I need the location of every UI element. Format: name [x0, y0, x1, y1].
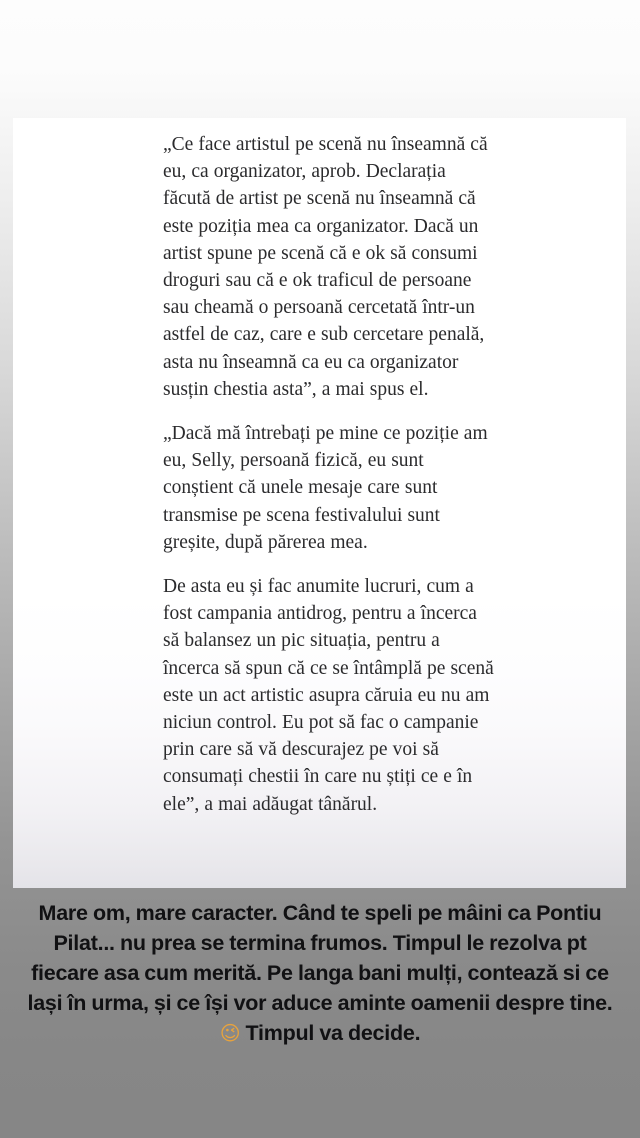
- article-paragraph: De asta eu și fac anumite lucruri, cum a fost campania antidrog, pentru a încerca să balansez un pic situația, pentru a încerca să spun că ce se întâmplă pe scenă este un act artistic asupra căruia eu nu am niciun control. Eu pot să fac o campanie prin care să vă descurajez pe voi să consumați chestii în care nu știți ce e în ele”, a mai adăugat tânărul.: [163, 576, 494, 815]
- article-paragraph: „Ce face artistul pe scenă nu înseamnă că eu, ca organizator, aprob. Declarația făcută de artist pe scenă nu înseamnă că este poziția mea ca organizator. Dacă un artist spune pe scenă că e ok să consumi droguri sau că e ok traficul de persoane sau cheamă o persoană cercetată într-un astfel de caz, care e sub cercetare penală, asta nu înseamnă ca eu ca organizator susțin chestia asta”, a mai spus el.: [163, 134, 488, 400]
- caption-text-after-emoji: Timpul va decide.: [245, 1021, 421, 1045]
- article-paragraph: „Dacă mă întrebați pe mine ce poziție am eu, Selly, persoană fizică, eu sunt conștient că unele mesaje care sunt transmise pe scena festivalului sunt greșite, după părerea mea.: [163, 423, 488, 553]
- story-caption: [0, 890, 640, 1048]
- article-screenshot-card: [13, 118, 626, 888]
- caption-text-before-emoji: Mare om, mare caracter. Când te speli pe mâini ca Pontiu Pilat... nu prea se termina frumos. Timpul le rezolva pt fiecare asa cum merită. Pe langa bani mulți, contează si ce lași în urma, și ce își vor aduce aminte oamenii despre tine.: [27, 901, 613, 1015]
- article-text-block: [163, 131, 498, 818]
- winking-face-icon: 😉: [219, 1021, 241, 1045]
